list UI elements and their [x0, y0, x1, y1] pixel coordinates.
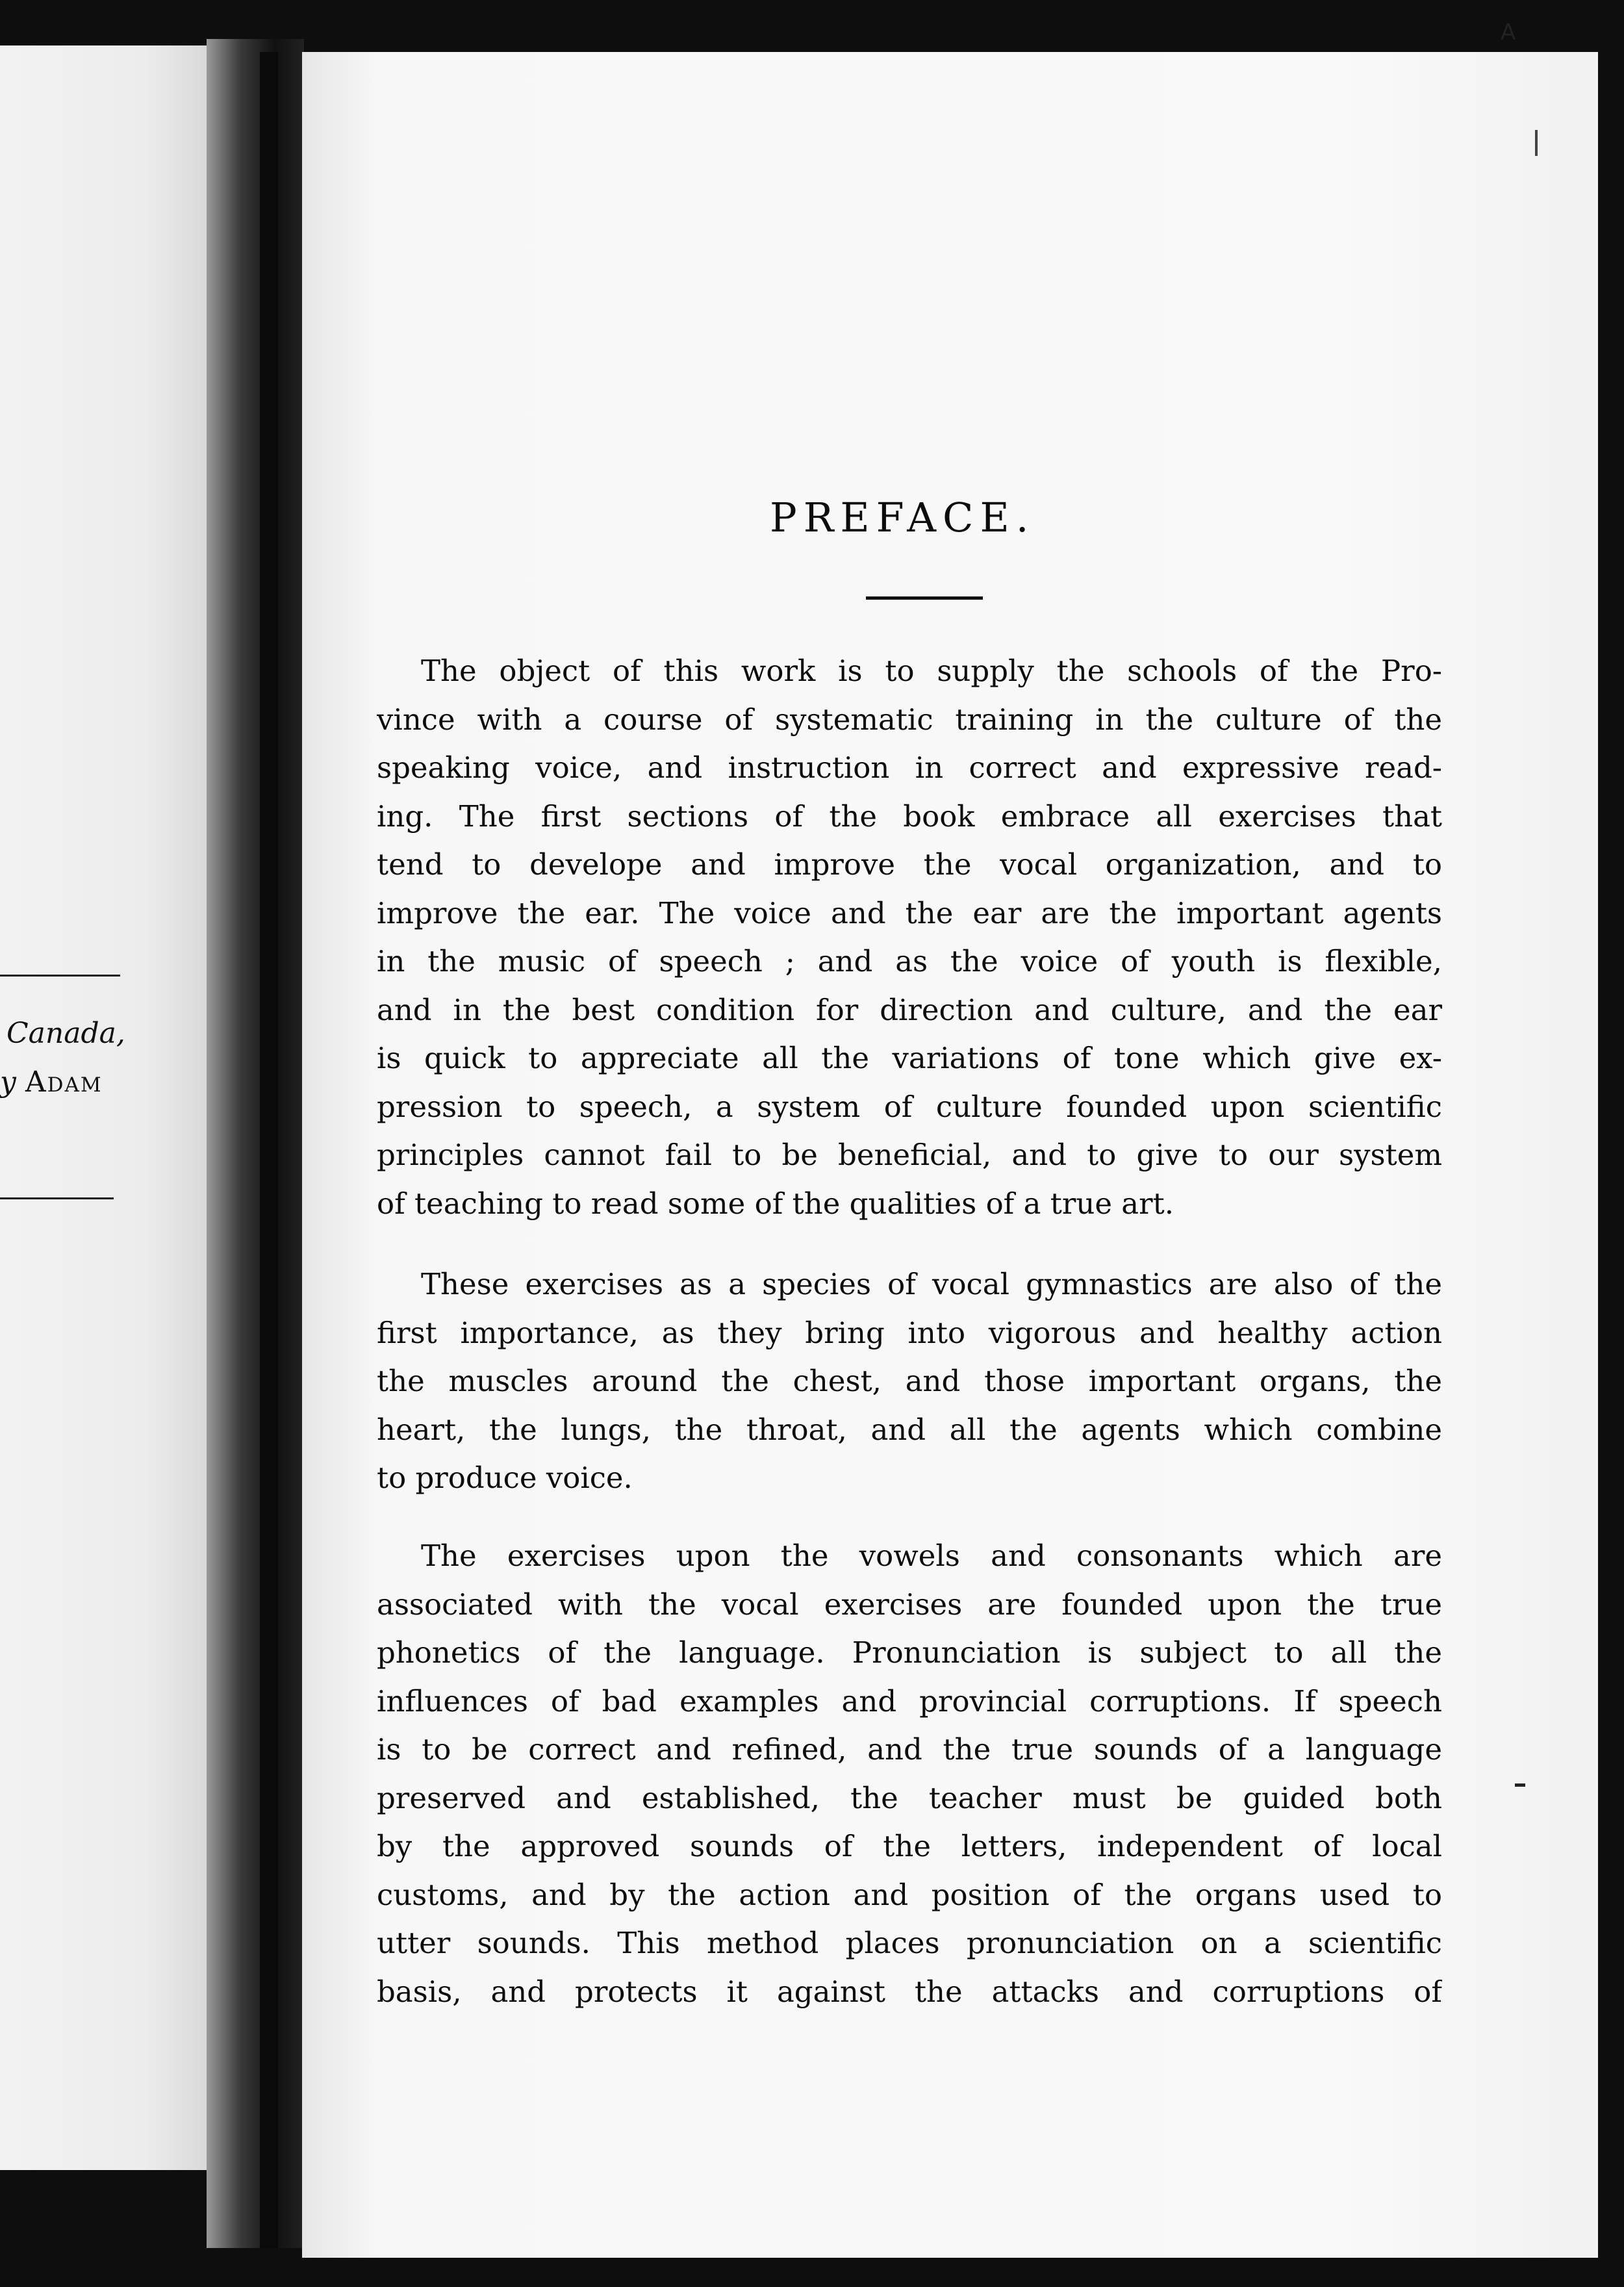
book-spine: [260, 52, 278, 2248]
facing-page-text-name: Adam: [25, 1066, 103, 1099]
paragraph-line: customs, and by the action and position of the organs used to: [377, 1877, 1442, 1912]
paragraph-line: heart, the lungs, the throat, and all the agents which combine: [377, 1412, 1442, 1447]
facing-page-rule-bottom: [0, 1197, 114, 1199]
page-edge-dash: [1515, 1783, 1525, 1787]
paragraph-line: The exercises upon the vowels and consonants which are: [421, 1539, 1442, 1573]
paragraph-line: These exercises as a species of vocal gymnastics are also of the: [421, 1267, 1442, 1301]
paragraph-line: the muscles around the chest, and those important organs, the: [377, 1364, 1442, 1398]
paragraph-line: The object of this work is to supply the schools of the Pro-: [421, 654, 1442, 688]
paragraph-line: of teaching to read some of the qualities of a true art.: [377, 1186, 1174, 1221]
paragraph-line: influences of bad examples and provincial corruptions. If speech: [377, 1683, 1442, 1718]
paragraph-line: by the approved sounds of the letters, independent of local: [377, 1829, 1442, 1863]
paragraph-line: utter sounds. This method places pronunciation on a scientific: [377, 1926, 1442, 1960]
facing-page-text-adam: [0, 1066, 103, 1099]
paragraph-line: preserved and established, the teacher must be guided both: [377, 1780, 1442, 1815]
paragraph-line: improve the ear. The voice and the ear are the important agents: [377, 895, 1442, 930]
paragraph-line: and in the best condition for direction and culture, and the ear: [377, 992, 1442, 1027]
facing-page-fragment: [0, 45, 208, 2170]
paragraph-line: in the music of speech ; and as the voice of youth is flexible,: [377, 944, 1442, 978]
paragraph-line: vince with a course of systematic training in the culture of the: [377, 702, 1442, 737]
paragraph-line: ing. The first sections of the book embrace all exercises that: [377, 799, 1442, 834]
paragraph-line: is quick to appreciate all the variations of tone which give ex-: [377, 1041, 1442, 1075]
paragraph-line: speaking voice, and instruction in correct and expressive read-: [377, 750, 1442, 785]
paragraph-line: pression to speech, a system of culture founded upon scientific: [377, 1089, 1442, 1124]
paragraph-line: phonetics of the language. Pronunciation is subject to all the: [377, 1635, 1442, 1670]
paragraph-1: [377, 647, 1442, 1228]
facing-page-text-canada: Canada,: [6, 1017, 125, 1050]
paragraph-line: associated with the vocal exercises are founded upon the true: [377, 1587, 1442, 1622]
paragraph-3: [377, 1532, 1442, 2016]
corner-mark: A: [1501, 19, 1516, 45]
facing-page-rule-top: [0, 975, 120, 977]
paragraph-line: principles cannot fail to be beneficial, and to give to our system: [377, 1138, 1442, 1172]
page-edge-tick: [1535, 130, 1538, 156]
paragraph-line: tend to develope and improve the vocal organization, and to: [377, 847, 1442, 882]
paragraph-2: [377, 1260, 1442, 1503]
title-rule: [866, 596, 983, 600]
paragraph-line: is to be correct and refined, and the true sounds of a language: [377, 1732, 1442, 1767]
page-title: PREFACE.: [770, 494, 1035, 541]
paragraph-line: basis, and protects it against the attacks and corruptions of: [377, 1974, 1442, 2009]
book-gutter-shadow: [207, 39, 304, 2248]
paragraph-line: first importance, as they bring into vigorous and healthy action: [377, 1315, 1442, 1350]
paragraph-line: to produce voice.: [377, 1461, 633, 1495]
facing-page-text-prefix: y: [0, 1066, 16, 1099]
